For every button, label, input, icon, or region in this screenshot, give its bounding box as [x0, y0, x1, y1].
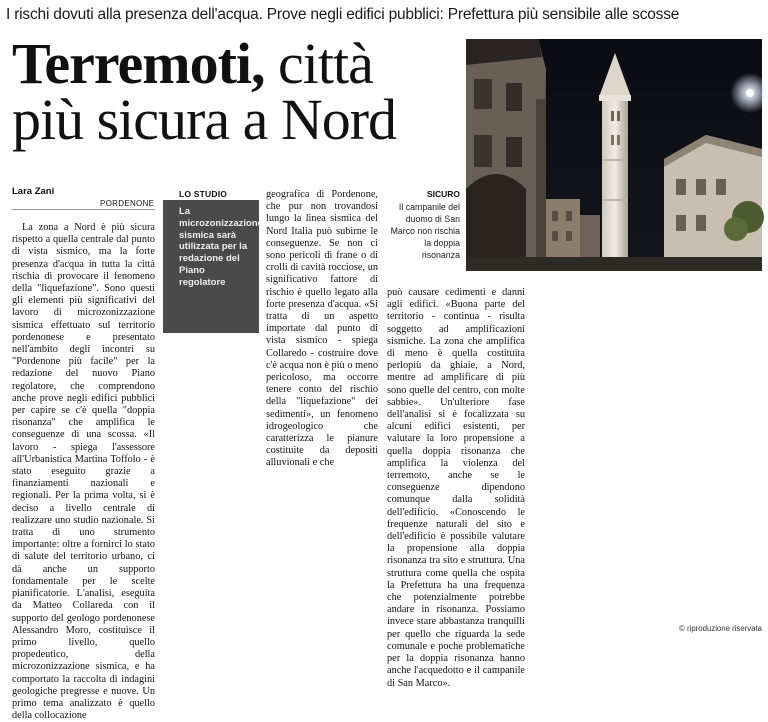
photo-caption: Il campanile del duomo di San Marco non rischia la doppia risonanza	[390, 202, 460, 260]
headline-word-terremoti: Terremoti,	[12, 31, 265, 96]
bell-tower-photo-illustration	[466, 39, 762, 271]
photo-caption-label: SICURO	[426, 189, 460, 199]
article-column-3	[387, 287, 525, 689]
sidebar-text: La microzonizzazione sismica sarà utilizzata per la redazione del Piano regolatore	[179, 206, 263, 288]
byline-author: Lara Zani	[12, 186, 55, 197]
sidebar-label: LO STUDIO	[179, 189, 228, 199]
photo-bell-tower-night	[466, 39, 762, 271]
headline	[12, 31, 452, 152]
dateline: PORDENONE	[100, 199, 155, 208]
article-column-1	[12, 222, 155, 722]
article-column-2	[266, 189, 378, 469]
article-text-col3: può causare cedimenti e danni agli edifici. «Buona parte del territorio - continua - risulta soggetto ad amplificazioni sismiche. La zona che amplifica di meno è quella costituita perlopiù da ghiaie, a Nord, mentre ad amplificare di più sono quelle del centro, con molte sabbie». Un'ulteriore fase dell'analisi si è focalizzata su alcuni edifici esistenti, per valutare la loro propensione a quella doppia risonanza che amplifica la violenza del terremoto, anche se le conseguenze dipendono comunque dalla solidità dell'edificio. «Conoscendo le frequenze naturali del sito e dell'edificio è possibile valutare la propensione alla doppia risonanza tra sito e struttura. Una struttura come quella che ospita la Prefettura ha una frequenza che potenzialmente potrebbe andare in risonanza. Possiamo invece stare abbastanza tranquilli per quello che riguarda la sede comunale e poche problematiche per la doppia risonanza hanno anche l'acquedotto e il campanile di San Marco».	[387, 287, 525, 689]
headline-word-citta: città	[264, 31, 373, 96]
headline-line-2: più sicura a Nord	[12, 87, 397, 152]
column-rule	[12, 209, 155, 210]
sidebar-box	[163, 200, 263, 333]
article-kicker: I rischi dovuti alla presenza dell'acqua. Prove negli edifici pubblici: Prefettura più sensibile alle scosse	[6, 6, 680, 23]
article-text-col2: geografica di Pordenone, che pur non trovandosi lungo la linea sismica del Nord Italia può subirne le conseguenze. Se non ci sono pericoli di frane o di crolli di cavità rocciose, un significativo fattore di rischio è quello legato alla forte presenza d'acqua. «Si tratta di un aspetto importate dal punto di vista sismico - spiega Collaredo - costruire dove c'è acqua non è più o meno pericoloso, ma occorre tenere conto del rischio della "liquefazione" dei sedimenti», un fenomeno idrogeologico che caratterizza le pianure costituite da depositi alluvionali e che	[266, 189, 378, 469]
article-text-col1: La zona a Nord è più sicura rispetto a quella centrale dal punto di vista sismico, ma la forte presenza d'acqua in tutta la città rischia di provocare il fenomeno della "liquefazione". Sono questi gli elementi più significativi del lavoro di microzonizzazione sismica effettuato sul territorio pordenonese e presentato nell'ambito degli incontri su "Pordenone più facile" per la redazione del nuovo Piano regolatore, che comprendono anche prove negli edifici pubblici per capire se c'è quella "doppia risonanza" che amplifica le conseguenze di una scossa. «Il lavoro - spiega l'assessore all'Urbanistica Martina Toffolo - è stato eseguito grazie a finanziamenti nazionali e regionali. Per la prima volta, si è deciso a livello centrale di realizzare uno studio nazionale. Si tratta di uno strumento importante: oltre a fornirci lo stato di salute del territorio urbano, ci dà anche un supporto fondamentale per le scelte pianificatorie. L'analisi, eseguita da Matteo Collareda con il supporto del geologo pordenonese Alessandro Moro, costituisce il primo livello, quello propedeutico, della microzonizzazione sismica, e ha comportato la raccolta di indagini geologiche pregresse e nuove. Un primo tema analizzato è quello della collocazione	[12, 222, 155, 722]
copyright-note: © riproduzione riservata	[679, 624, 762, 633]
